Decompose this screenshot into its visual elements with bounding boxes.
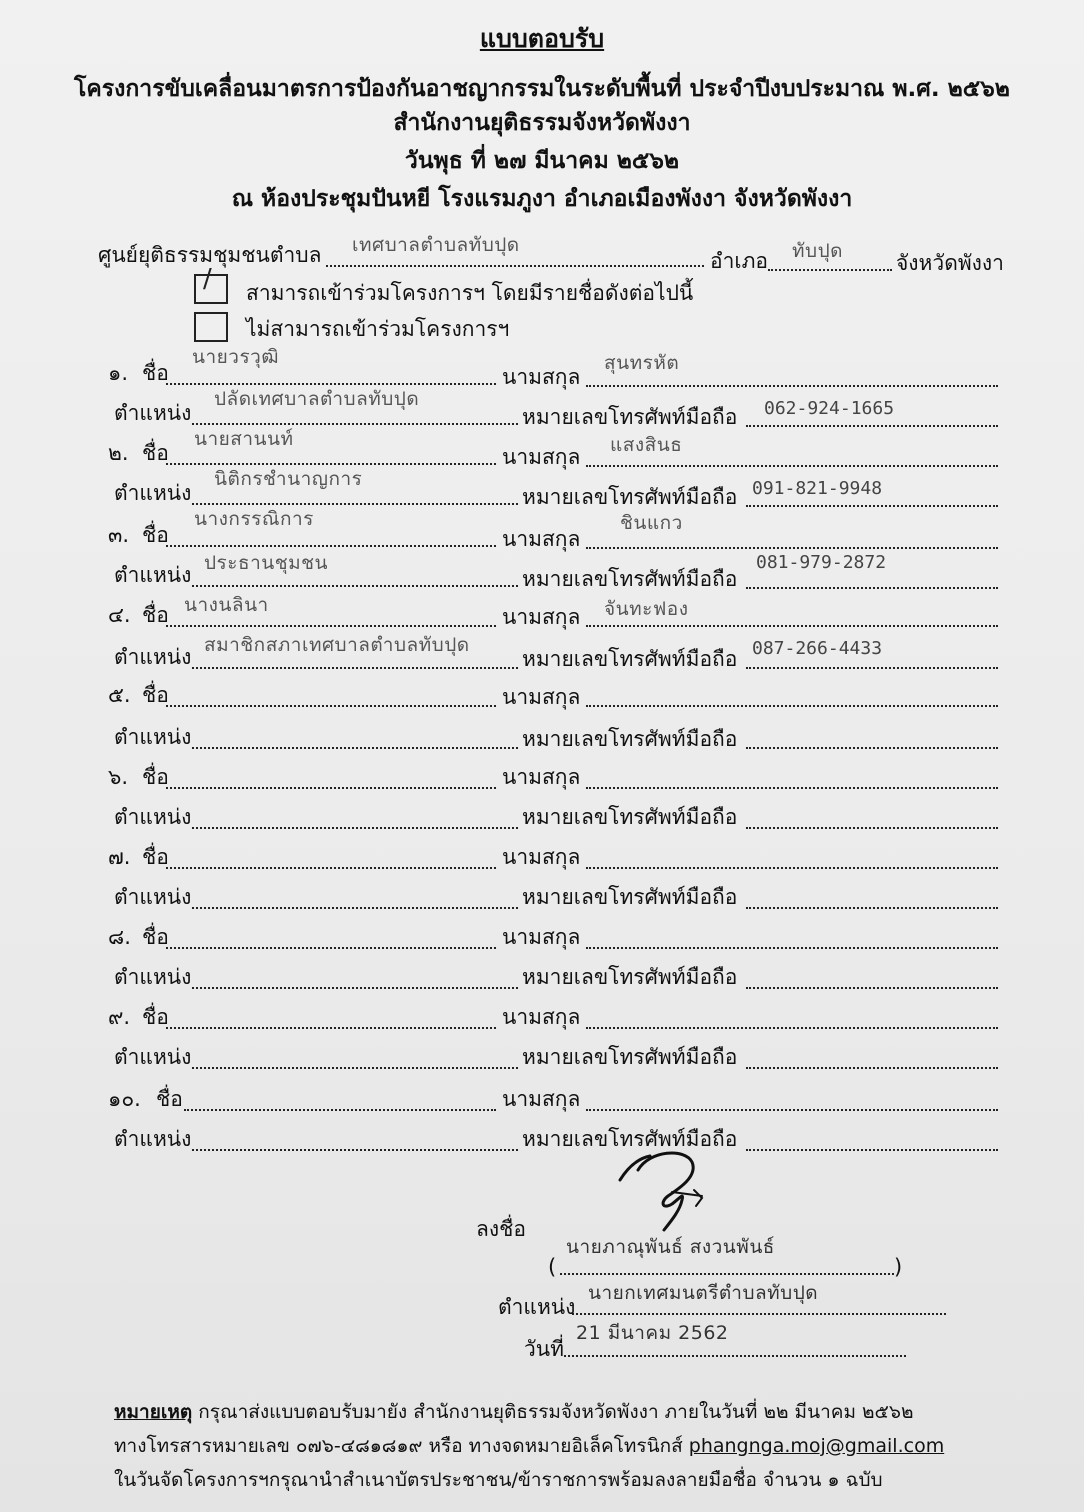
participant-6-position-label: ตำแหน่ง [114,805,192,829]
note-email-link[interactable]: phangnga.moj@gmail.com [688,1435,945,1457]
participant-1-last-name: สุนทรหัต [604,352,680,374]
district-value: ทับปุด [792,240,843,262]
participant-8-phone-label: หมายเลขโทรศัพท์มือถือ [522,965,738,989]
form-title: แบบตอบรับ [479,24,605,53]
participant-1-name-label: ชื่อ [142,361,169,385]
participant-2-surname-line [586,465,998,467]
participant-8-position-label: ตำแหน่ง [114,965,192,989]
participant-10-surname-line [586,1109,998,1111]
participant-1-surname-label: นามสกุล [502,365,581,389]
participant-1-phone-line [746,425,998,427]
participant-9-surname-line [586,1027,998,1029]
participant-6-phone-line [746,827,998,829]
option-can-attend-label: สามารถเข้าร่วมโครงการฯ โดยมีรายชื่อดังต่อไปนี้ [246,281,694,305]
signer-name: นายภาณุพันธ์ สงวนพันธ์ [566,1236,775,1258]
participant-3-surname-line [586,547,998,549]
participant-8-surname-label: นามสกุล [502,925,581,949]
project-title: โครงการขับเคลื่อนมาตรการป้องกันอาชญากรรมในระดับพื้นที่ ประจำปีงบประมาณ พ.ศ. ๒๕๖๒ [74,76,1010,102]
district-label: อำเภอ [710,249,769,273]
participant-10-phone-line [746,1149,998,1151]
participant-3-phone: 081-979-2872 [756,552,887,573]
participant-7-position-label: ตำแหน่ง [114,885,192,909]
participant-9-position-label: ตำแหน่ง [114,1045,192,1069]
signer-position-label: ตำแหน่ง [498,1295,576,1319]
participant-9-surname-label: นามสกุล [502,1005,581,1029]
participant-5-phone-label: หมายเลขโทรศัพท์มือถือ [522,727,738,751]
participant-3-first-name: นางกรรณิการ [194,508,314,530]
participant-2-first-name: นายสานนท์ [194,428,294,450]
participant-4-first-name: นางนลินา [184,594,269,616]
participant-5-surname-label: นามสกุล [502,685,581,709]
participant-6-surname-line [586,787,998,789]
participant-2-position: นิติกรชำนาญการ [214,468,363,490]
note-line-1 [114,1400,914,1424]
center-label: ศูนย์ยุติธรรมชุมชนตำบล [98,243,322,267]
participant-4-position-line [192,667,518,669]
center-dotted-line [326,265,704,267]
participant-1-position-line [192,423,518,425]
option-can-attend-check-mark: / [203,264,213,294]
participant-4-name-label: ชื่อ [142,603,169,627]
participant-3-position-line [192,585,518,587]
participant-3-last-name: ชินแกว [620,512,683,534]
participant-7-phone-line [746,907,998,909]
sign-date: 21 มีนาคม 2562 [576,1322,729,1344]
participant-4-phone: 087-266-4433 [752,638,883,659]
office-title: สำนักงานยุติธรรมจังหวัดพังงา [393,110,691,136]
participant-5-position-line [192,747,518,749]
signer-open-paren: ( [548,1255,557,1279]
sign-date-line [564,1355,906,1357]
district-dotted-line [768,269,892,271]
participant-3-surname-label: นามสกุล [502,527,581,551]
participant-3-phone-line [746,587,998,589]
participant-8-name-label: ชื่อ [142,925,169,949]
participant-3-position: ประธานชุมชน [204,552,329,574]
signer-position: นายกเทศมนตรีตำบลทับปุด [588,1282,819,1304]
participant-2-last-name: แสงสินธ [610,434,683,456]
participant-1-first-name: นายวรวุฒิ [192,346,279,368]
participant-10-number: ๑๐. [108,1087,141,1111]
participant-9-name-line [166,1027,496,1029]
participant-2-phone-line [746,505,998,507]
participant-7-name-line [166,867,496,869]
note-text-1: กรุณาส่งแบบตอบรับมายัง สำนักงานยุติธรรมจังหวัดพังงา ภายในวันที่ ๒๒ มีนาคม ๒๕๖๒ [198,1401,914,1423]
sign-date-label: วันที่ [524,1337,564,1361]
participant-8-name-line [166,947,496,949]
participant-4-position-label: ตำแหน่ง [114,645,192,669]
participant-9-phone-line [746,1067,998,1069]
signer-close-paren: ) [894,1255,903,1279]
option-cannot-attend-label: ไม่สามารถเข้าร่วมโครงการฯ [246,317,510,341]
signer-name-line [560,1273,894,1275]
participant-3-position-label: ตำแหน่ง [114,563,192,587]
participant-3-phone-label: หมายเลขโทรศัพท์มือถือ [522,567,738,591]
participant-6-surname-label: นามสกุล [502,765,581,789]
participant-4-number: ๔. [108,603,131,627]
participant-5-surname-line [586,705,998,707]
participant-8-phone-line [746,987,998,989]
center-value: เทศบาลตำบลทับปุด [352,234,520,256]
participant-3-name-label: ชื่อ [142,523,169,547]
event-venue: ณ ห้องประชุมปันหยี โรงแรมภูงา อำเภอเมืองพังงา จังหวัดพังงา [231,186,853,212]
participant-1-position-label: ตำแหน่ง [114,401,192,425]
signer-position-line [572,1313,946,1315]
note-text-2: ทางโทรสารหมายเลข ๐๗๖-๔๘๑๘๑๙ หรือ ทางจดหมายอิเล็คโทรนิกส์ [114,1435,689,1457]
participant-9-number: ๙. [108,1005,131,1029]
participant-9-phone-label: หมายเลขโทรศัพท์มือถือ [522,1045,738,1069]
participant-8-position-line [192,987,518,989]
event-date: วันพุธ ที่ ๒๗ มีนาคม ๒๕๖๒ [404,148,680,174]
participant-4-phone-label: หมายเลขโทรศัพท์มือถือ [522,647,738,671]
participant-2-name-label: ชื่อ [142,441,169,465]
participant-5-name-line [166,705,496,707]
participant-9-position-line [192,1067,518,1069]
participant-2-position-label: ตำแหน่ง [114,481,192,505]
participant-1-phone: 062-924-1665 [764,398,895,419]
participant-10-name-label: ชื่อ [156,1087,183,1111]
participant-2-phone-label: หมายเลขโทรศัพท์มือถือ [522,485,738,509]
participant-4-phone-line [746,667,998,669]
province-label: จังหวัดพังงา [896,251,1004,275]
participant-6-name-label: ชื่อ [142,765,169,789]
note-label: หมายเหตุ [114,1401,193,1423]
note-line-3: ในวันจัดโครงการฯกรุณานำสำเนาบัตรประชาชน/ข้าราชการพร้อมลงลายมือชื่อ จำนวน ๑ ฉบับ [114,1469,883,1491]
participant-7-position-line [192,907,518,909]
participant-7-surname-label: นามสกุล [502,845,581,869]
participant-4-last-name: จันทะฟอง [604,598,689,620]
participant-8-number: ๘. [108,925,131,949]
participant-2-phone: 091-821-9948 [752,478,883,499]
option-cannot-attend-checkbox[interactable] [194,312,228,342]
participant-10-phone-label: หมายเลขโทรศัพท์มือถือ [522,1127,738,1151]
participant-7-surname-line [586,867,998,869]
participant-4-surname-line [586,625,998,627]
note-line-2 [114,1434,944,1458]
participant-7-number: ๗. [108,845,131,869]
participant-5-number: ๕. [108,683,131,707]
participant-6-number: ๖. [108,765,129,789]
participant-3-name-line [166,545,496,547]
participant-6-name-line [166,787,496,789]
participant-2-surname-label: นามสกุล [502,445,581,469]
participant-2-number: ๒. [108,441,129,465]
participant-7-name-label: ชื่อ [142,845,169,869]
participant-10-name-line [184,1109,496,1111]
participant-8-surname-line [586,947,998,949]
signature-scribble [610,1140,720,1240]
participant-6-position-line [192,827,518,829]
sign-label: ลงชื่อ [476,1217,526,1241]
participant-1-name-line [166,383,496,385]
participant-7-phone-label: หมายเลขโทรศัพท์มือถือ [522,885,738,909]
participant-3-number: ๓. [108,523,130,547]
participant-10-position-line [192,1149,518,1151]
participant-9-name-label: ชื่อ [142,1005,169,1029]
participant-1-phone-label: หมายเลขโทรศัพท์มือถือ [522,405,738,429]
participant-10-surname-label: นามสกุล [502,1087,581,1111]
participant-1-number: ๑. [108,361,129,385]
participant-4-surname-label: นามสกุล [502,605,581,629]
participant-5-phone-line [746,747,998,749]
participant-4-position: สมาชิกสภาเทศบาลตำบลทับปุด [204,634,470,656]
participant-2-name-line [166,463,496,465]
participant-5-position-label: ตำแหน่ง [114,725,192,749]
participant-1-position: ปลัดเทศบาลตำบลทับปุด [214,388,420,410]
participant-6-phone-label: หมายเลขโทรศัพท์มือถือ [522,805,738,829]
participant-2-position-line [192,503,518,505]
participant-5-name-label: ชื่อ [142,683,169,707]
participant-1-surname-line [586,385,998,387]
participant-10-position-label: ตำแหน่ง [114,1127,192,1151]
participant-4-name-line [166,625,496,627]
